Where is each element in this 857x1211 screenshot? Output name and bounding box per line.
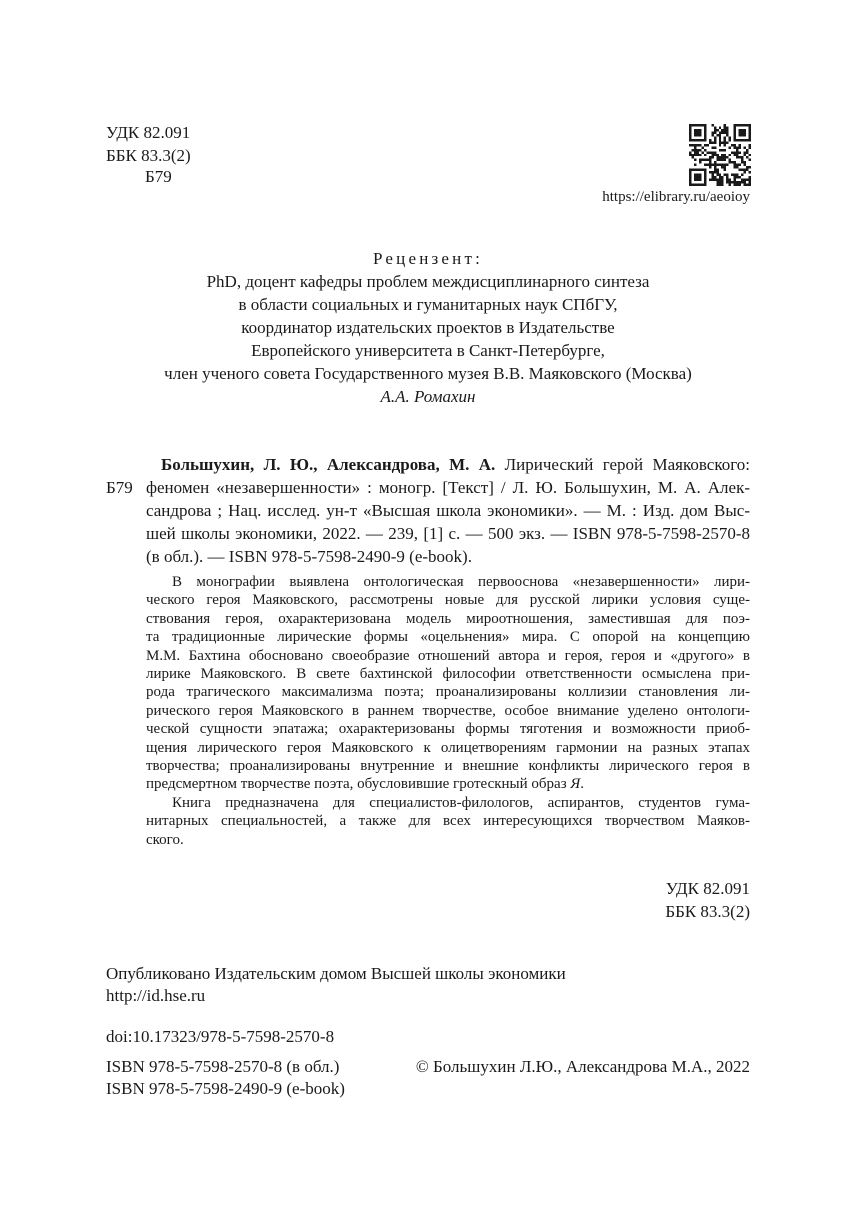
biblio-line: сандрова ; Нац. исслед. ун-т «Высшая школа экономики». — М. : Изд. дом Выс- (146, 501, 750, 520)
biblio-authors: Большухин, Л. Ю., Александрова, М. А. (161, 455, 496, 474)
reviewer-line: Европейского университета в Санкт-Петербурге, (251, 341, 605, 360)
isbn-ebook: ISBN 978-5-7598-2490-9 (e-book) (106, 1079, 345, 1098)
qr-code-icon (689, 124, 751, 186)
reviewer-heading: Рецензент: (372, 249, 484, 268)
copyright: © Большухин Л.Ю., Александрова М.А., 2022 (415, 1057, 750, 1076)
abstract-line: нитарных специальностей, а также для всех интересующихся творчеством Маяков- (146, 813, 750, 830)
abstract-line: творчества; проанализированы внутренние и внешние конфликты лирического героя в (146, 758, 750, 775)
reviewer-line: координатор издательских проектов в Издательстве (241, 318, 615, 337)
udk-code: УДК 82.091 (106, 123, 191, 142)
isbn-print: ISBN 978-5-7598-2570-8 (в обл.) (106, 1057, 340, 1076)
publisher-url[interactable]: http://id.hse.ru (106, 986, 206, 1005)
bbk-code: ББК 83.3(2) (106, 146, 191, 165)
doi: doi:10.17323/978-5-7598-2570-8 (106, 1027, 335, 1046)
abstract-line: ческой сущности эпатажа; охарактеризованы формы тяготения и возможности приоб- (146, 721, 750, 738)
abstract-text: предсмертном творчестве поэта, обусловившие гротескный образ (146, 776, 571, 793)
abstract-period: . (580, 776, 584, 793)
biblio-title: Лирический герой Маяковского: (495, 455, 750, 474)
abstract-line: рода трагического максимализма поэта; проанализированы коллизии становления ли- (146, 684, 750, 701)
biblio-line: (в обл.). — ISBN 978-5-7598-2490-9 (e-book). (146, 547, 472, 566)
abstract-line: ствования героя, охарактеризована модель мироотношения, заместившая для поэ- (146, 610, 750, 627)
abstract-line: ческого героя Маяковского, рассмотрены новые для русской лирики условия суще- (146, 592, 750, 609)
biblio-first-line (146, 453, 750, 476)
biblio-record (146, 453, 750, 568)
reviewer-line: PhD, доцент кафедры проблем междисциплинарного синтеза (206, 272, 650, 291)
abstract-line: В монографии выявлена онтологическая первооснова «незавершенности» лири- (172, 574, 750, 590)
abstract-line: ского. (146, 831, 184, 848)
reviewer-line: член ученого совета Государственного музея В.В. Маяковского (Москва) (164, 364, 692, 383)
reviewer-block (106, 247, 750, 408)
abstract (146, 573, 750, 849)
biblio-author-sign: Б79 (106, 478, 133, 497)
abstract-line: Книга предназначена для специалистов-филологов, аспирантов, студентов гума- (172, 794, 750, 811)
abstract-italic: Я (570, 776, 581, 793)
abstract-line: та традиционные лирические формы «оцельнения» мира. С опорой на концепцию (146, 629, 750, 646)
biblio-line: шей школы экономики, 2022. — 239, [1] с. — 500 экз. — ISBN 978-5-7598-2570-8 (146, 524, 750, 543)
biblio-line: феномен «незавершенности» : моногр. [Текст] / Л. Ю. Большухин, М. А. Алек- (146, 478, 750, 497)
reviewer-name: А.А. Ромахин (380, 387, 476, 406)
abstract-line: рического героя Маяковского в раннем творчестве, особое внимание уделено онтологи- (146, 702, 750, 719)
abstract-line: М.М. Бахтина обосновано своеобразие отношений автора и героя, героя и «другого» в (146, 647, 750, 664)
reviewer-line: в области социальных и гуманитарных наук СПбГУ, (238, 295, 618, 314)
abstract-line: лирике Маяковского. В свете бахтинской философии ответственности осмыслена при- (146, 666, 750, 683)
author-sign: Б79 (145, 167, 172, 186)
abstract-line: щения лирического героя Маяковского к олицетворениям гармонии на разных этапах (146, 739, 750, 756)
bottom-udk: УДК 82.091 (665, 879, 750, 898)
publisher-line: Опубликовано Издательским домом Высшей школы экономики (106, 964, 566, 983)
bottom-bbk: ББК 83.3(2) (665, 902, 750, 921)
qr-url[interactable]: https://elibrary.ru/aeoioy (602, 189, 750, 205)
abstract-line (146, 775, 750, 793)
